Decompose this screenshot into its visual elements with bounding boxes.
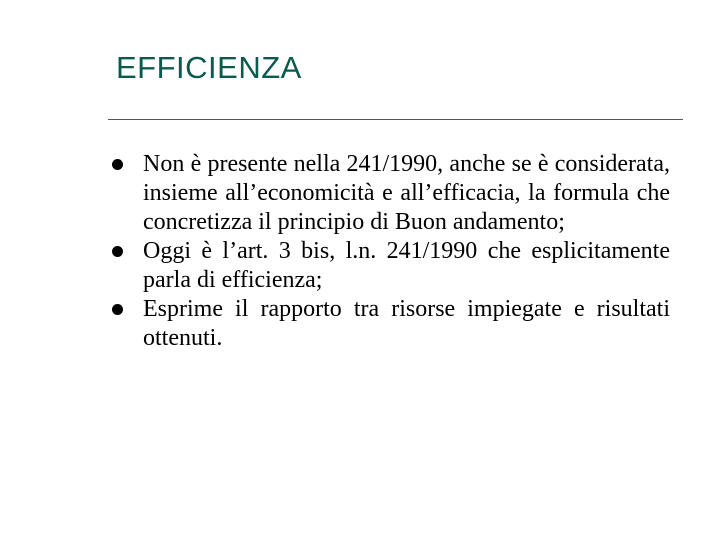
bullet-list <box>110 150 670 353</box>
bullet-text: Oggi è l’art. 3 bis, l.n. 241/1990 che esplicitamente parla di efficienza; <box>143 238 670 293</box>
bullet-dot-icon <box>112 159 123 170</box>
bullet-item <box>110 237 670 295</box>
title-divider <box>108 119 683 120</box>
bullet-item <box>110 295 670 353</box>
bullet-text: Esprime il rapporto tra risorse impiegate e risultati ottenuti. <box>143 296 670 351</box>
slide-title: EFFICIENZA <box>116 50 302 85</box>
bullet-dot-icon <box>112 304 123 315</box>
bullet-item <box>110 150 670 237</box>
bullet-dot-icon <box>112 246 123 257</box>
bullet-text: Non è presente nella 241/1990, anche se è considerata, insieme all’economicità e all’efficacia, la formula che concretizza il principio di Buon andamento; <box>143 151 670 235</box>
